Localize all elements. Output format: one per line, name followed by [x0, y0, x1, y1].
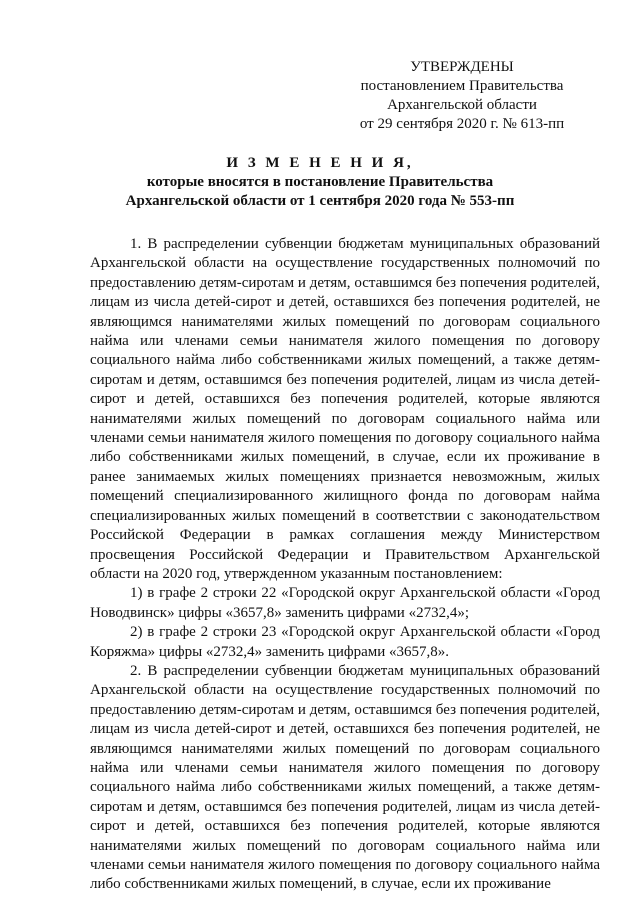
document-body — [90, 235, 600, 895]
paragraph-1: 1. В распределении субвенции бюджетам муниципальных образований Архангельской области на осуществление государственных полномочий по предоставлению детям-сиротам и детям, оставшимся без попечения родителей, лицам из числа детей-сирот и детей, оставшихся без попечения родителей, не являющимся нанимателями жилых помещений по договорам социального найма или членами семьи нанимателя жилого помещения по договору социального найма либо собственниками жилых помещений, а также детям-сиротам и детям, оставшимся без попечения родителей, лицам из числа детей-сирот и детей, оставшихся без попечения родителей, которые являются нанимателями жилых помещений по договорам социального найма или членами семьи нанимателя жилого помещения по договору социального найма либо собственниками жилых помещений, в случае, если их проживание в ранее занимаемых жилых помещениях признается невозможным, жилых помещений специализированного жилищного фонда по договорам найма специализированных жилых помещений в соответствии с законодательством Российской Федерации в рамках соглашения между Министерством просвещения Российской Федерации и Правительством Архангельской области на 2020 год, утвержденном указанным постановлением: — [90, 236, 600, 582]
paragraph-2: 2. В распределении субвенции бюджетам муниципальных образований Архангельской области на осуществление государственных полномочий по предоставлению детям-сиротам и детям, оставшимся без попечения родителей, лицам из числа детей-сирот и детей, оставшихся без попечения родителей, не являющимся нанимателями жилых помещений по договорам социального найма или членами семьи нанимателя жилого помещения по договору социального найма либо собственниками жилых помещений, а также детям-сиротам и детям, оставшимся без попечения родителей, лицам из числа детей-сирот и детей, оставшихся без попечения родителей, которые являются нанимателями жилых помещений по договорам социального найма или членами семьи нанимателя жилого помещения по договору социального найма либо собственниками жилых помещений, в случае, если их проживание — [90, 662, 600, 893]
paragraph-1-item-1: 1) в графе 2 строки 22 «Городской округ Архангельской области «Город Новодвинск» цифры «3657,8» заменить цифрами «2732,4»; — [90, 585, 600, 621]
approval-stamp — [340, 58, 584, 134]
document-subtitle: которые вносятся в постановление Правительства — [146, 174, 494, 190]
approval-line: постановлением Правительства — [360, 78, 564, 94]
approval-date: от 29 сентября 2020 г. № 613-пп — [359, 116, 565, 132]
paragraph-1-item-2: 2) в графе 2 строки 23 «Городской округ Архангельской области «Город Коряжма» цифры «2732,4» заменить цифрами «3657,8». — [90, 624, 600, 660]
document-title: И З М Е Н Е Н И Я, — [226, 155, 414, 171]
document-subtitle: Архангельской области от 1 сентября 2020 года № 553-пп — [125, 193, 515, 209]
document-heading — [60, 154, 580, 211]
approval-line: Архангельской области — [387, 97, 537, 113]
approval-title: УТВЕРЖДЕНЫ — [410, 59, 514, 75]
